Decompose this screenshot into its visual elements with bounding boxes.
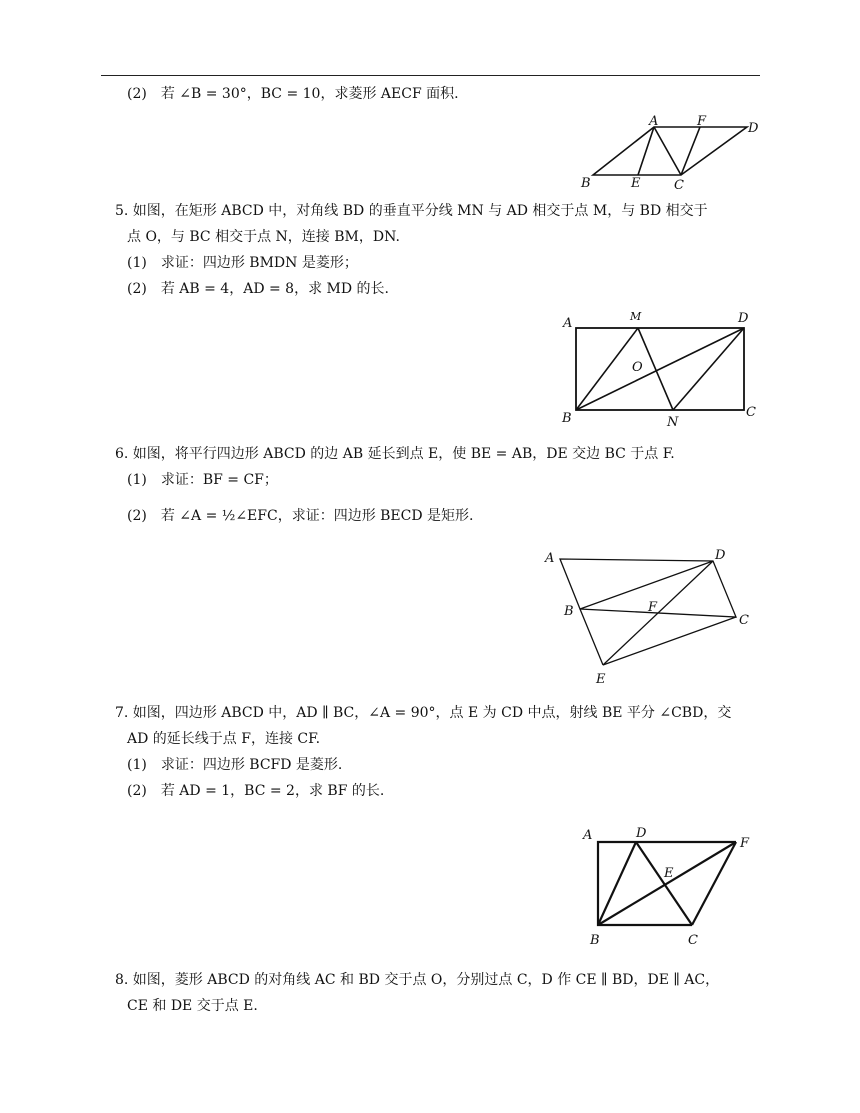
- label-b: B: [581, 176, 591, 191]
- segment-ac: [654, 127, 681, 175]
- parallelogram-abcd: [593, 127, 747, 175]
- segment-bd: [580, 561, 713, 609]
- label-c: C: [688, 933, 698, 948]
- header-rule: [101, 75, 760, 76]
- q7-stem-line2: AD 的延长线于点 F，连接 CF.: [127, 731, 321, 747]
- label-o: O: [632, 360, 643, 375]
- segment-be: [580, 609, 603, 665]
- q6-part1: (1) 求证：BF = CF；: [127, 472, 278, 488]
- label-c: C: [746, 405, 756, 420]
- label-e: E: [596, 672, 606, 687]
- label-f: F: [697, 114, 707, 129]
- label-c: C: [739, 613, 749, 628]
- q7-part2: (2) 若 AD = 1，BC = 2，求 BF 的长.: [127, 783, 385, 799]
- segment-bm: [576, 328, 638, 410]
- q5-stem-line2: 点 O，与 BC 相交于点 N，连接 BM，DN.: [127, 229, 400, 245]
- label-d: D: [636, 826, 647, 841]
- figure-q6: [538, 543, 760, 688]
- figure-q7: [578, 823, 763, 949]
- label-m: M: [630, 310, 642, 323]
- q5-stem-line1: 5. 如图，在矩形 ABCD 中，对角线 BD 的垂直平分线 MN 与 AD 相交于点 M，与 BD 相交于: [115, 203, 708, 219]
- segment-dn: [673, 328, 744, 410]
- segment-de: [603, 561, 713, 665]
- q7-part1: (1) 求证：四边形 BCFD 是菱形.: [127, 757, 343, 773]
- label-f: F: [740, 836, 750, 851]
- q4-part2: (2) 若 ∠B = 30°，BC = 10，求菱形 AECF 面积.: [127, 86, 459, 102]
- label-d: D: [738, 311, 749, 326]
- figure-q5: [558, 308, 768, 428]
- diagonal-bd: [576, 328, 744, 410]
- figure-q4: [575, 115, 765, 193]
- segment-ec: [603, 617, 736, 665]
- label-e: E: [631, 176, 641, 191]
- label-a: A: [563, 316, 573, 331]
- label-b: B: [564, 604, 574, 619]
- q6-part2: (2) 若 ∠A = ½∠EFC，求证：四边形 BECD 是矩形.: [127, 508, 474, 524]
- q5-part2: (2) 若 AB = 4，AD = 8，求 MD 的长.: [127, 281, 390, 297]
- q6-stem: 6. 如图，将平行四边形 ABCD 的边 AB 延长到点 E，使 BE = AB，DE 交边 BC 于点 F.: [115, 446, 675, 462]
- label-c: C: [674, 178, 684, 193]
- label-b: B: [562, 411, 572, 426]
- segment-dc: [636, 842, 692, 925]
- q5-part1: (1) 求证：四边形 BMDN 是菱形；: [127, 255, 358, 271]
- label-a: A: [649, 114, 659, 129]
- label-e: E: [664, 866, 674, 881]
- label-n: N: [667, 415, 679, 430]
- label-b: B: [590, 933, 600, 948]
- label-a: A: [583, 828, 593, 843]
- q8-stem-line2: CE 和 DE 交于点 E.: [127, 998, 258, 1014]
- q8-stem-line1: 8. 如图，菱形 ABCD 的对角线 AC 和 BD 交于点 O，分别过点 C，D 作 CE ∥ BD，DE ∥ AC，: [115, 972, 720, 988]
- label-a: A: [545, 551, 555, 566]
- segment-mn: [638, 328, 673, 410]
- label-d: D: [715, 548, 726, 563]
- label-d: D: [748, 121, 759, 136]
- label-f: F: [648, 600, 658, 615]
- segment-bf: [598, 842, 736, 925]
- q7-stem-line1: 7. 如图，四边形 ABCD 中，AD ∥ BC，∠A = 90°，点 E 为 CD 中点，射线 BE 平分 ∠CBD，交: [115, 705, 732, 721]
